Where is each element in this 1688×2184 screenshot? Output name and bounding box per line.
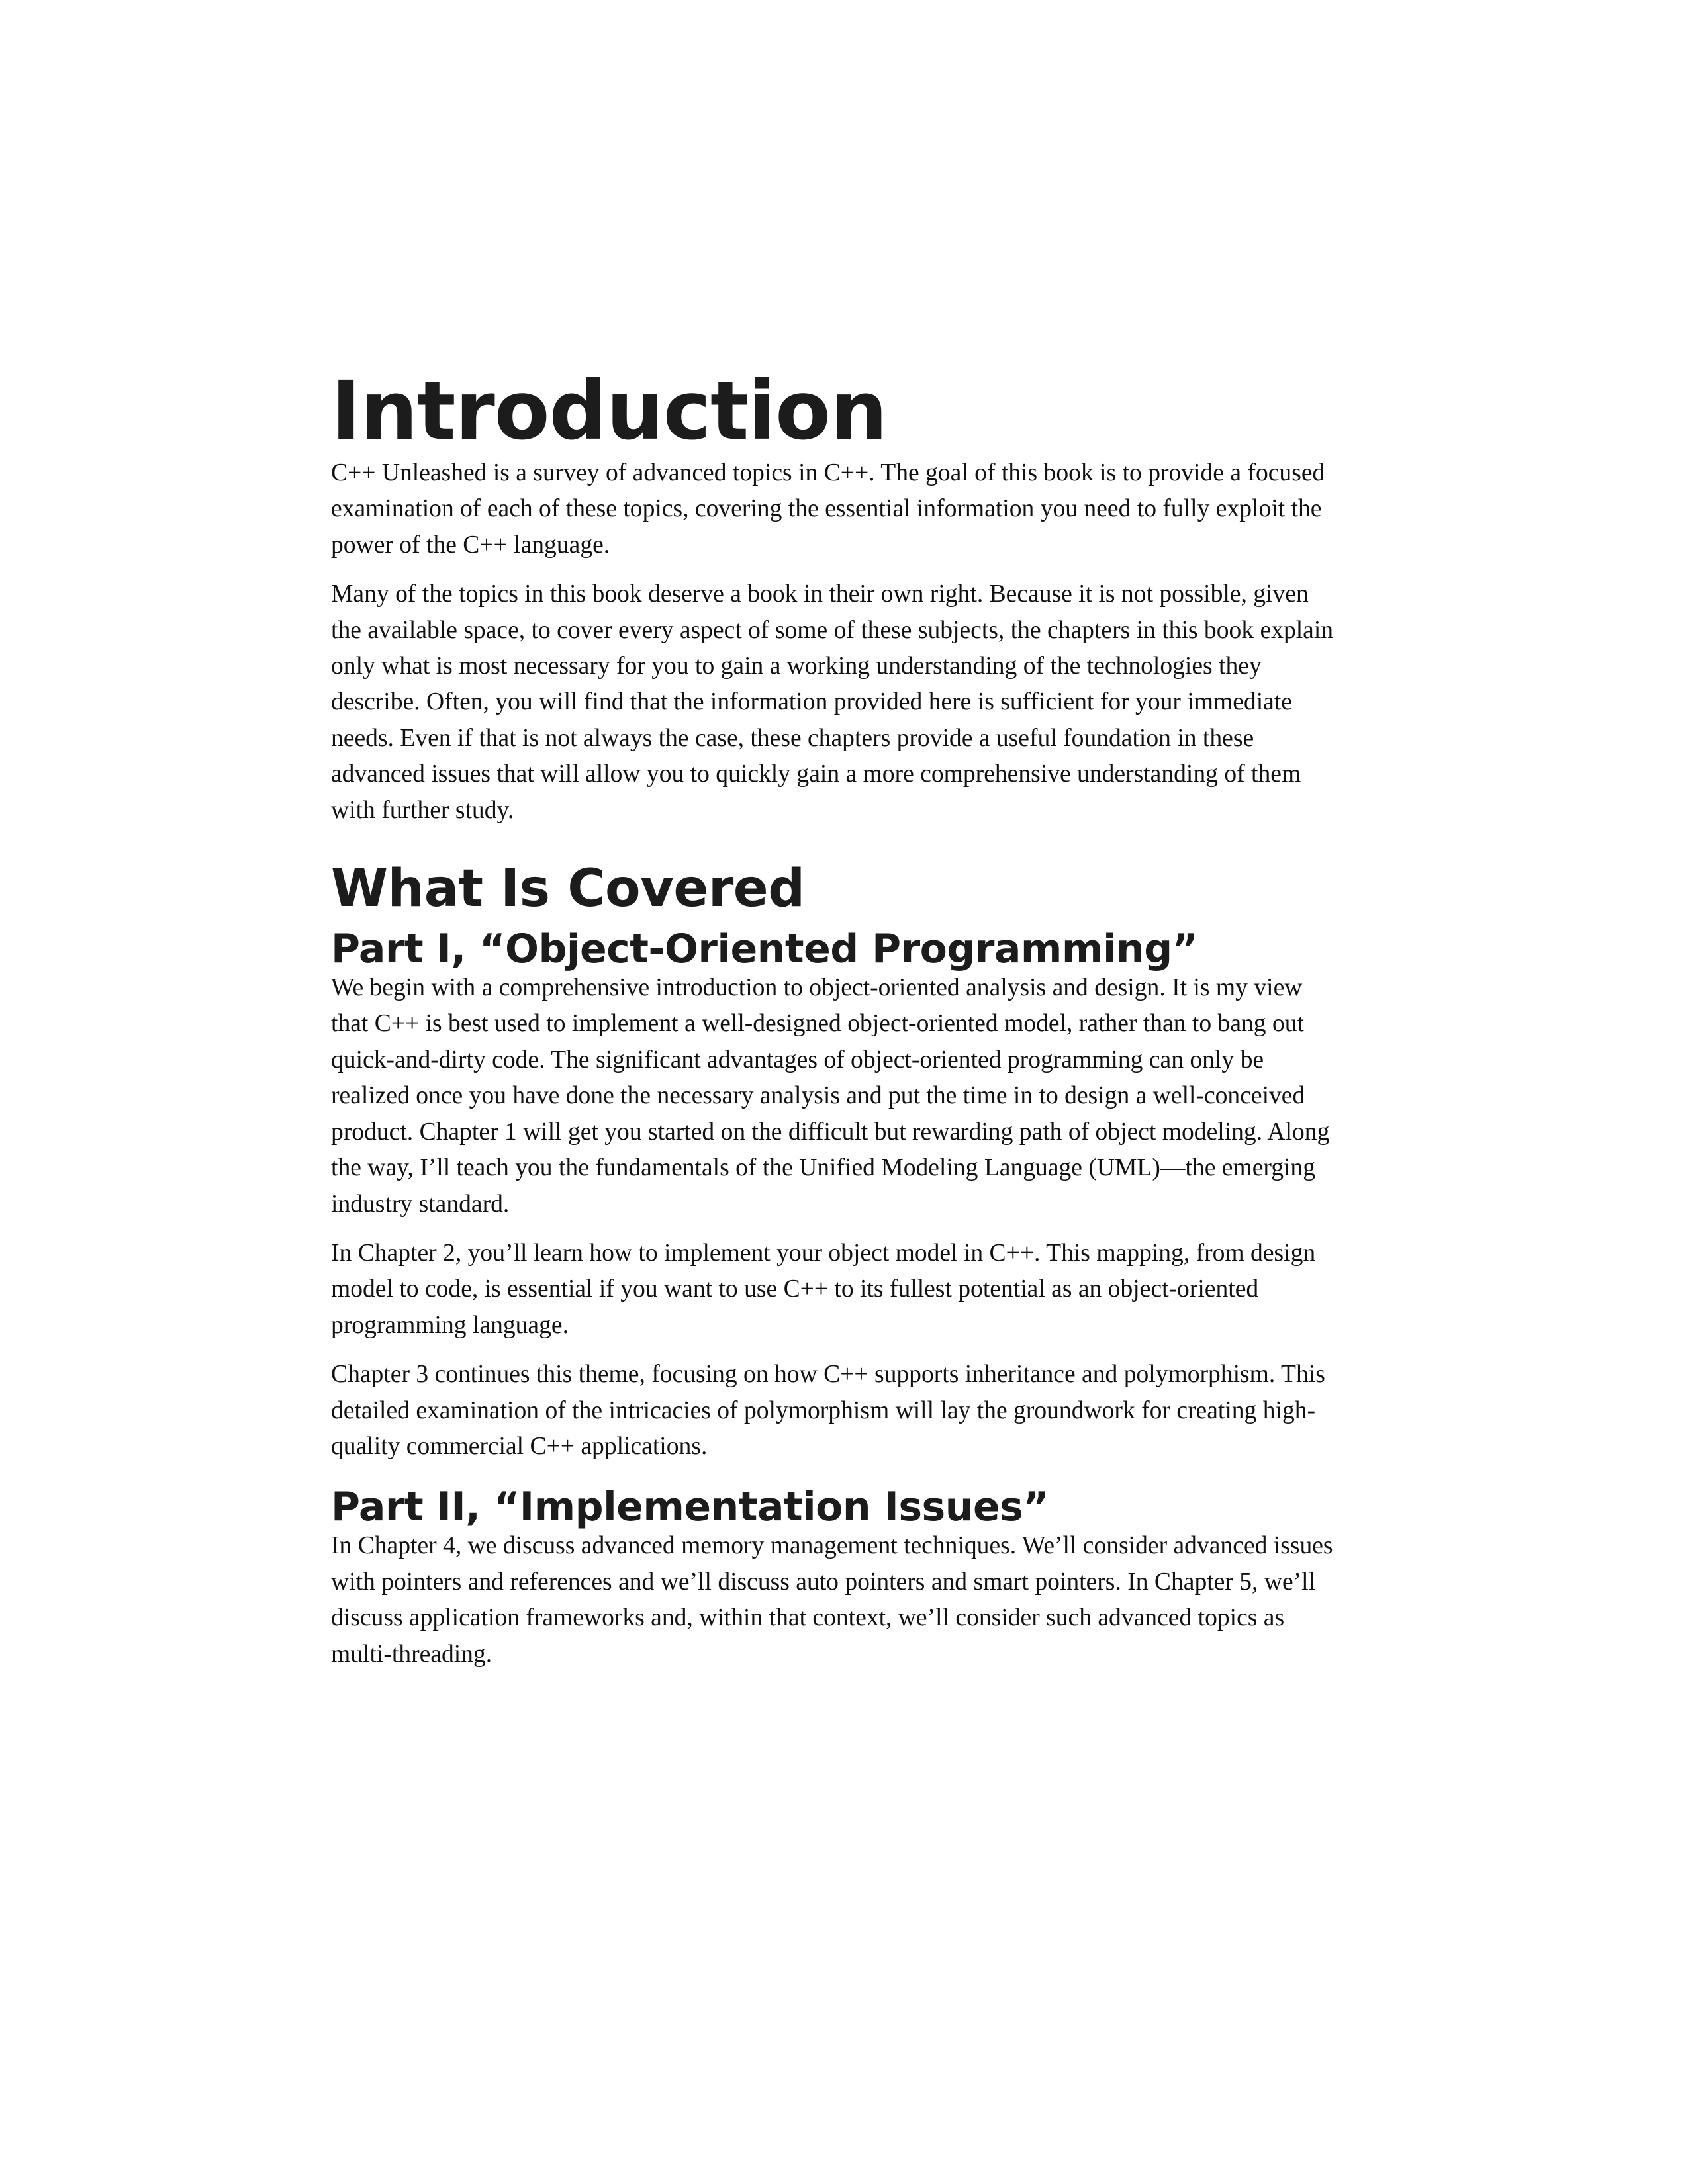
section-heading-what-is-covered: What Is Covered [331, 859, 805, 919]
document-page [331, 364, 1334, 1686]
intro-paragraph: C++ Unleashed is a survey of advanced topics in C++. The goal of this book is to provide a focused examination of each of these topics, covering the essential information you need to fully exploit the power of the C++ language. [331, 459, 1325, 559]
part-paragraph: Chapter 3 continues this theme, focusing on how C++ supports inheritance and polymorphism. This detailed examination of the intricacies of polymorphism will lay the groundwork for creating high-quality commercial C++ applications. [331, 1361, 1325, 1460]
intro-paragraph: Many of the topics in this book deserve a book in their own right. Because it is not possible, given the available space, to cover every aspect of some of these subjects, the chapters in this book explain only what is most necessary for you to gain a working understanding of the technologies they describe. Often, you will find that the information provided here is sufficient for your immediate needs. Even if that is not always the case, these chapters provide a useful foundation in these advanced issues that will allow you to quickly gain a more comprehensive understanding of them with further study. [331, 580, 1334, 824]
part-paragraph: In Chapter 4, we discuss advanced memory management techniques. We’ll consider advanced issues with pointers and references and we’ll discuss auto pointers and smart pointers. In Chapter 5, we’ll discuss application frameworks and, within that context, we’ll consider such advanced topics as multi-threading. [331, 1532, 1333, 1668]
part-heading-object-oriented-programming: Part I, “Object-Oriented Programming” [331, 926, 1198, 973]
part-paragraph: In Chapter 2, you’ll learn how to implement your object model in C++. This mapping, from design model to code, is essential if you want to use C++ to its fullest potential as an object-oriented programming language. [331, 1239, 1316, 1339]
chapter-title: Introduction [331, 364, 887, 458]
part-heading-implementation-issues: Part II, “Implementation Issues” [331, 1484, 1049, 1531]
part-paragraph: We begin with a comprehensive introduction to object-oriented analysis and design. It is my view that C++ is best used to implement a well-designed object-oriented model, rather than to bang out quick-and-dirty code. The significant advantages of object-oriented programming can only be realized once you have done the necessary analysis and put the time in to design a well-conceived product. Chapter 1 will get you started on the difficult but rewarding path of object modeling. Along the way, I’ll teach you the fundamentals of the Unified Modeling Language (UML)—the emerging industry standard. [331, 974, 1330, 1218]
